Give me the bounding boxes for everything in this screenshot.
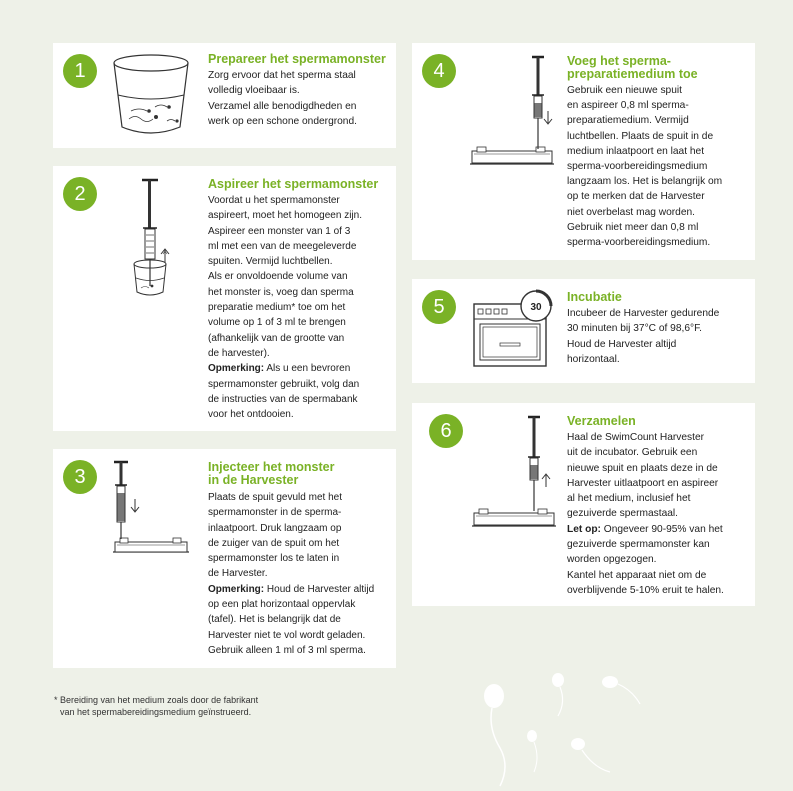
text-line: de harvester).	[208, 347, 270, 359]
text-line: (tafel). Het is belangrijk dat de	[208, 614, 341, 626]
text-line: op een plat horizontaal oppervlak	[208, 599, 356, 611]
text-line: gezuiverde spermastaal.	[567, 508, 678, 520]
step-description	[567, 306, 719, 367]
text-line: Incubeer de Harvester gedurende	[567, 308, 720, 319]
text-line: volledig vloeibaar is.	[208, 85, 300, 97]
text-line: medium inlaatpoort en laat het	[567, 145, 705, 157]
text-line: gezuiverde spermamonster kan	[567, 539, 710, 551]
step-number-badge: 5	[422, 290, 456, 324]
text-line: Gebruik niet meer dan 0,8 ml	[567, 221, 699, 233]
text-line: het monster is, voeg dan sperma	[208, 286, 354, 298]
step-description	[567, 430, 724, 598]
syringe-injecting-harvester-icon	[111, 459, 193, 559]
title-line: in de Harvester	[208, 473, 299, 487]
text-line: (afhankelijk van de grootte van	[208, 332, 345, 344]
step-number-badge: 2	[63, 177, 97, 211]
step-title: Aspireer het spermamonster	[208, 177, 379, 191]
text-line: luchtbellen. Plaats de spuit in de	[567, 130, 714, 142]
note-line	[567, 522, 724, 537]
text-line: Plaats de spuit gevuld met het	[208, 492, 342, 503]
text-line: volume op 1 of 3 ml te brengen	[208, 317, 346, 329]
step-description	[208, 68, 357, 129]
text-line: preparatiemedium. Vermijd	[567, 115, 689, 127]
text-line: worden opgezogen.	[567, 554, 657, 566]
text-line: preparatie medium* toe om het	[208, 302, 346, 314]
text-line: Houd de Harvester altijd	[567, 338, 677, 350]
title-line: Injecteer het monster	[208, 460, 335, 474]
text-line: Als er onvoldoende volume van	[208, 271, 348, 283]
text-line: spuiten. Vermijd luchtbellen.	[208, 256, 333, 268]
syringe-collecting-icon	[470, 413, 560, 529]
text-line: aspireert, moet het homogeen zijn.	[208, 210, 362, 222]
text-line: werk op een schone ondergrond.	[208, 115, 357, 127]
step-6-card	[412, 403, 755, 606]
step-description	[208, 193, 362, 422]
text-line: Harvester niet te vol wordt geladen.	[208, 629, 366, 641]
step-number-badge: 1	[63, 54, 97, 88]
title-line: Voeg het sperma-	[567, 54, 671, 68]
note-label: Opmerking:	[208, 583, 265, 595]
text-line: de Harvester.	[208, 568, 268, 580]
text-line: Aspireer een monster van 1 of 3	[208, 225, 351, 237]
note-line	[208, 582, 374, 597]
note-line	[208, 361, 362, 376]
text-line: Harvester uitlaatpoort en aspireer	[567, 477, 719, 489]
text-line: 30 minuten bij 37°C of 98,6°F.	[567, 323, 703, 335]
text-line: en aspireer 0,8 ml sperma-	[567, 100, 689, 112]
text-line: de instructies van de spermabank	[208, 393, 358, 405]
step-number-badge: 3	[63, 460, 97, 494]
cup-with-sample-icon	[111, 51, 191, 137]
text-line: Haal de SwimCount Harvester	[567, 432, 705, 443]
text-line: Gebruik alleen 1 ml of 3 ml sperma.	[208, 644, 366, 656]
text-line: ml met een van de meegeleverde	[208, 240, 357, 252]
text-line: overblijvende 5-10% eruit te halen.	[567, 584, 724, 596]
step-title	[567, 55, 698, 81]
text-line: de zuiger van de spuit om het	[208, 537, 340, 549]
step-description	[567, 83, 722, 250]
note-label: Let op:	[567, 523, 601, 535]
step-1-card	[53, 43, 396, 148]
text-line: uit de incubator. Gebruik een	[567, 447, 698, 459]
step-title: Verzamelen	[567, 414, 636, 428]
timer-label: 30	[530, 302, 542, 313]
text-line: sperma-voorbereidingsmedium.	[567, 237, 711, 249]
text-line: horizontaal.	[567, 353, 620, 365]
text-line: Ongeveer 90-95% van het	[603, 523, 723, 535]
text-line: sperma-voorbereidingsmedium	[567, 161, 708, 173]
text-line: langzaam los. Het is belangrijk om	[567, 176, 723, 188]
text-line: al het medium, inclusief het	[567, 493, 691, 505]
text-line: Als u een bevroren	[266, 363, 351, 375]
text-line: nieuwe spuit en plaats deze in de	[567, 462, 718, 474]
step-title: Prepareer het spermamonster	[208, 52, 386, 66]
text-line: Kantel het apparaat niet om de	[567, 569, 707, 581]
step-title	[208, 461, 334, 487]
text-line: inlaatpoort. Druk langzaam op	[208, 522, 342, 534]
decorative-sperm-icon	[470, 668, 670, 788]
syringe-adding-medium-icon	[468, 53, 558, 165]
step-3-card	[53, 449, 396, 668]
text-line: spermamonster gebruikt, volg dan	[208, 378, 360, 390]
step-5-card	[412, 279, 755, 383]
text-line: Houd de Harvester altijd	[266, 583, 375, 595]
text-line: Zorg ervoor dat het sperma staal	[208, 70, 356, 81]
step-number-badge: 6	[429, 414, 463, 448]
text-line: niet overbelast mag worden.	[567, 206, 695, 218]
footnote-line: van het spermabereidingsmedium geïnstrueerd.	[60, 707, 252, 717]
text-line: voor het ontdooien.	[208, 409, 294, 421]
footnote	[54, 694, 258, 718]
note-label: Opmerking:	[208, 363, 265, 375]
text-line: spermamonster in de sperma-	[208, 507, 342, 519]
step-title: Incubatie	[567, 290, 622, 304]
step-4-card	[412, 43, 755, 260]
footnote-line: * Bereiding van het medium zoals door de fabrikant	[54, 695, 259, 705]
text-line: spermamonster los te laten in	[208, 553, 340, 565]
step-description	[208, 490, 374, 658]
step-2-card	[53, 166, 396, 431]
step-number-badge: 4	[422, 54, 456, 88]
text-line: Gebruik een nieuwe spuit	[567, 85, 682, 96]
text-line: op te merken dat de Harvester	[567, 191, 705, 203]
text-line: Voordat u het spermamonster	[208, 195, 340, 206]
syringe-aspirating-icon	[129, 178, 189, 303]
text-line: Verzamel alle benodigdheden en	[208, 100, 357, 112]
incubator-timer-icon	[470, 289, 554, 369]
title-line: preparatiemedium toe	[567, 67, 698, 81]
